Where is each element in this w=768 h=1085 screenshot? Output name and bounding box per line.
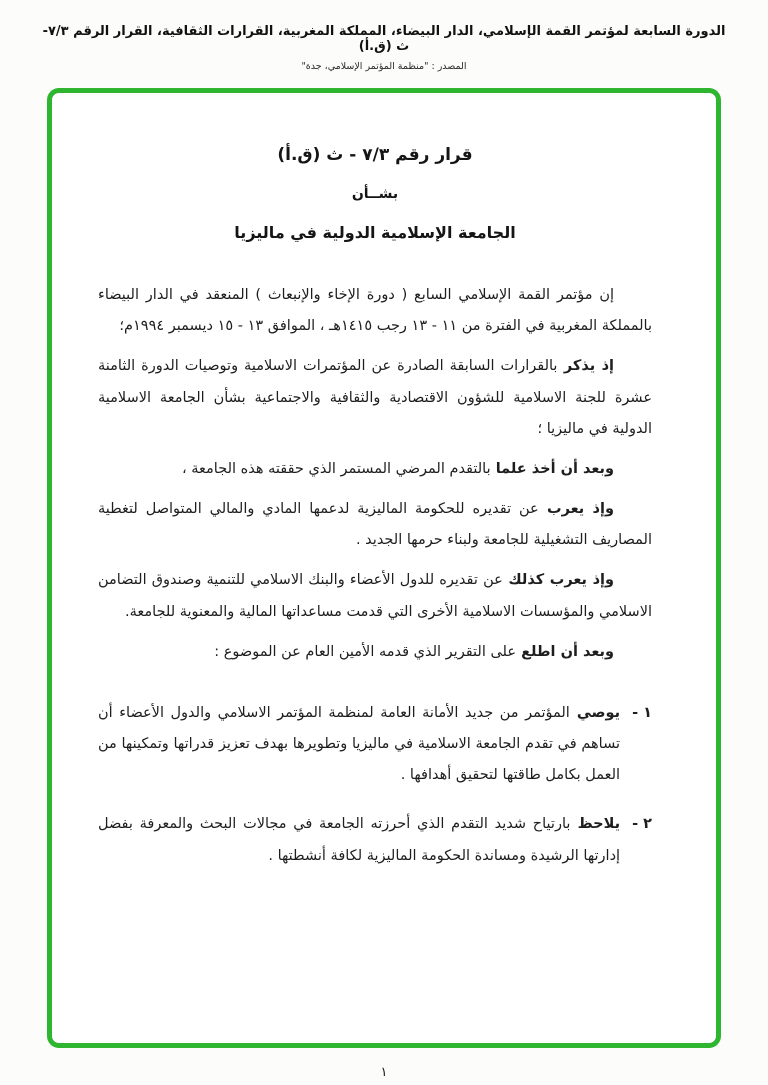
paragraph-text: عن تقديره للحكومة الماليزية لدعمها المادي والمالي المتواصل لتغطية المصاريف التشغيلية للجامعة ولبناء حرمها الجديد .: [98, 501, 652, 549]
item-lead: يلاحظ: [577, 816, 621, 833]
document-title-block: [98, 145, 652, 242]
header-source: المصدر : "منظمة المؤتمر الإسلامي، جدة": [301, 61, 467, 72]
recalling-paragraph: [98, 351, 652, 445]
page-number: ١: [380, 1065, 388, 1080]
item-body: بارتياح شديد التقدم الذي أحرزته الجامعة في مجالات البحث والمعرفة بفضل إدارتها الرشيدة ومساندة الحكومة الماليزية لكافة أنشطتها .: [98, 816, 621, 864]
operative-item: [98, 698, 652, 792]
resolution-number-title: قرار رقم ٧/٣ - ث (ق.أ): [277, 145, 473, 165]
paragraph-text: بالقرارات السابقة الصادرة عن المؤتمرات الاسلامية وتوصيات الدورة الثامنة عشرة للجنة الاسلامية للشؤون الاقتصادية والثقافية والاجتماعية بشأن الجامعة الاسلامية الدولية في ماليزيا ؛: [98, 358, 652, 437]
operative-items: [98, 698, 652, 872]
paragraph-text: بالتقدم المرضي المستمر الذي حققته هذه الجامعة ،: [181, 460, 491, 477]
report-paragraph: [98, 637, 652, 668]
paragraph-lead: إذ يذكر: [563, 358, 614, 375]
paragraph-lead: وإذ يعرب كذلك: [508, 572, 614, 589]
item-number: ١ -: [632, 704, 652, 721]
paragraph-lead: وإذ يعرب: [547, 501, 614, 518]
paragraph-text: عن تقديره للدول الأعضاء والبنك الاسلامي للتنمية وصندوق التضامن الاسلامي والمؤسسات الاسلامية الأخرى التي قدمت مساعداتها المالية والمعنوية للجامعة.: [98, 572, 652, 620]
regarding-label: بشــأن: [351, 186, 399, 202]
paragraph-text: إن مؤتمر القمة الإسلامي السابع ( دورة الإخاء والإنبعاث ) المنعقد في الدار البيضاء بالمملكة المغربية في الفترة من ١١ - ١٣ رجب ١٤١٥هـ ، الموافق ١٣ - ١٥ ديسمبر ١٩٩٤م؛: [98, 287, 652, 335]
page-header: [0, 0, 768, 72]
subject-title: الجامعة الإسلامية الدولية في ماليزيا: [234, 223, 516, 242]
appreciation-paragraph: [98, 494, 652, 556]
paragraph-text: على التقرير الذي قدمه الأمين العام عن الموضوع :: [214, 643, 517, 660]
document-frame: [47, 88, 721, 1048]
noting-paragraph: [98, 454, 652, 485]
document-body: [98, 280, 652, 872]
appreciation-donors-paragraph: [98, 565, 652, 627]
operative-item: [98, 809, 652, 871]
item-body: المؤتمر من جديد الأمانة العامة لمنظمة المؤتمر الاسلامي والدول الأعضاء أن تساهم في تقدم الجامعة الاسلامية في ماليزيا وتطويرها بهدف تعزيز قدراتها وتمكينها من العمل بكامل طاقتها لتحقيق أهدافها .: [98, 704, 621, 784]
item-text: [98, 698, 620, 792]
paragraph-lead: وبعد أن أخذ علما: [495, 460, 614, 477]
header-title: الدورة السابعة لمؤتمر القمة الإسلامي، الدار البيضاء، المملكة المغربية، القرارات الثقافية، القرار الرقم ٧/٣-ث (ق.أ): [42, 24, 726, 54]
item-lead: يوصي: [576, 704, 621, 721]
item-text: [98, 809, 620, 871]
item-number: ٢ -: [632, 816, 652, 833]
paragraph-lead: وبعد أن اطلع: [521, 643, 614, 660]
preamble-paragraph: [98, 280, 652, 342]
